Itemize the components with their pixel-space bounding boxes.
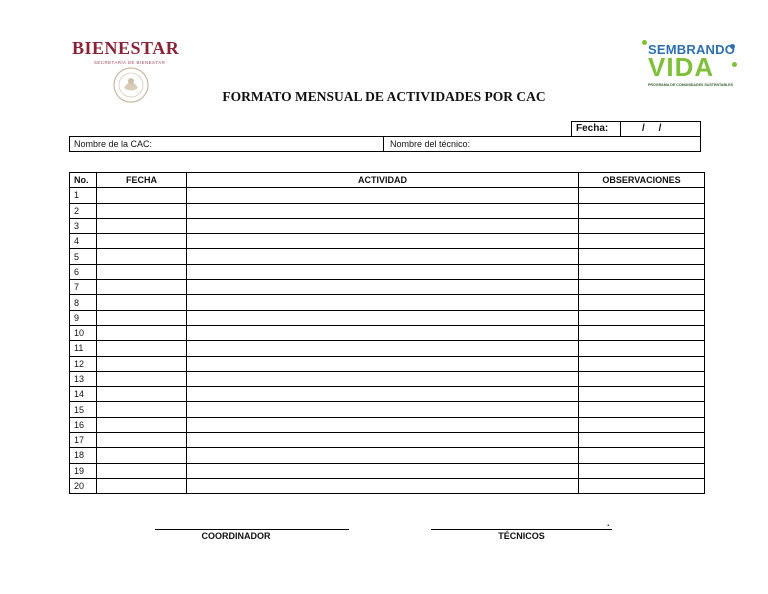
- row-number: 19: [70, 463, 97, 478]
- table-row: [70, 264, 705, 279]
- observaciones-cell[interactable]: [579, 463, 705, 478]
- actividad-cell[interactable]: [187, 341, 579, 356]
- actividad-cell[interactable]: [187, 310, 579, 325]
- leaf-icon: [732, 62, 737, 67]
- actividad-cell[interactable]: [187, 264, 579, 279]
- header-actividad: ACTIVIDAD: [187, 173, 579, 188]
- fecha-cell[interactable]: [97, 356, 187, 371]
- table-row: [70, 478, 705, 493]
- vida-word: VIDA: [648, 52, 715, 82]
- observaciones-cell[interactable]: [579, 325, 705, 340]
- observaciones-cell[interactable]: [579, 433, 705, 448]
- fecha-cell[interactable]: [97, 433, 187, 448]
- row-number: 5: [70, 249, 97, 264]
- observaciones-cell[interactable]: [579, 218, 705, 233]
- row-number: 3: [70, 218, 97, 233]
- fecha-cell[interactable]: [97, 448, 187, 463]
- table-row: [70, 249, 705, 264]
- fecha-label: Fecha:: [576, 123, 609, 134]
- fecha-cell[interactable]: [97, 325, 187, 340]
- bienestar-logo-word: BIENESTAR: [72, 38, 180, 58]
- fecha-cell[interactable]: [97, 234, 187, 249]
- header-fecha: FECHA: [97, 173, 187, 188]
- sembrando-vida-logo: [640, 38, 740, 90]
- header-no: No.: [70, 173, 97, 188]
- actividad-cell[interactable]: [187, 356, 579, 371]
- fecha-cell[interactable]: [97, 295, 187, 310]
- fecha-cell[interactable]: [97, 417, 187, 432]
- actividad-cell[interactable]: [187, 203, 579, 218]
- observaciones-cell[interactable]: [579, 448, 705, 463]
- coordinador-signature-line: [155, 529, 349, 530]
- row-number: 1: [70, 188, 97, 203]
- observaciones-cell[interactable]: [579, 310, 705, 325]
- observaciones-cell[interactable]: [579, 371, 705, 386]
- actividad-cell[interactable]: [187, 387, 579, 402]
- fecha-field[interactable]: [571, 121, 701, 137]
- observaciones-cell[interactable]: [579, 234, 705, 249]
- row-number: 8: [70, 295, 97, 310]
- tecnico-name-label: Nombre del técnico:: [390, 139, 471, 149]
- observaciones-cell[interactable]: [579, 478, 705, 493]
- actividad-cell[interactable]: [187, 280, 579, 295]
- row-number: 2: [70, 203, 97, 218]
- row-number: 6: [70, 264, 97, 279]
- row-number: 9: [70, 310, 97, 325]
- actividad-cell[interactable]: [187, 402, 579, 417]
- row-number: 4: [70, 234, 97, 249]
- table-row: [70, 295, 705, 310]
- actividad-cell[interactable]: [187, 188, 579, 203]
- table-row: [70, 218, 705, 233]
- actividad-cell[interactable]: [187, 295, 579, 310]
- table-header-row: [70, 173, 705, 188]
- table-row: [70, 341, 705, 356]
- program-tagline: PROGRAMA DE COMUNIDADES SUSTENTABLES: [648, 83, 734, 87]
- fecha-value: / /: [642, 123, 662, 134]
- observaciones-cell[interactable]: [579, 203, 705, 218]
- coordinador-label: COORDINADOR: [201, 531, 271, 541]
- header-observaciones: OBSERVACIONES: [579, 173, 705, 188]
- table-row: [70, 371, 705, 386]
- actividad-cell[interactable]: [187, 249, 579, 264]
- fecha-cell[interactable]: [97, 402, 187, 417]
- table-row: [70, 402, 705, 417]
- row-number: 7: [70, 280, 97, 295]
- table-row: [70, 280, 705, 295]
- fecha-cell[interactable]: [97, 249, 187, 264]
- row-number: 18: [70, 448, 97, 463]
- sembrando-word: SEMBRANDO: [648, 42, 736, 57]
- actividad-cell[interactable]: [187, 325, 579, 340]
- tecnicos-line-mark: .: [607, 518, 610, 528]
- observaciones-cell[interactable]: [579, 356, 705, 371]
- observaciones-cell[interactable]: [579, 402, 705, 417]
- cac-name-label: Nombre de la CAC:: [74, 139, 153, 149]
- observaciones-cell[interactable]: [579, 295, 705, 310]
- actividad-cell[interactable]: [187, 234, 579, 249]
- fecha-divider: [620, 122, 621, 136]
- table-row: [70, 203, 705, 218]
- actividad-cell[interactable]: [187, 371, 579, 386]
- table-row: [70, 433, 705, 448]
- row-number: 16: [70, 417, 97, 432]
- leaf-icon: [642, 40, 647, 45]
- fecha-cell[interactable]: [97, 463, 187, 478]
- fecha-cell[interactable]: [97, 478, 187, 493]
- observaciones-cell[interactable]: [579, 341, 705, 356]
- table-row: [70, 448, 705, 463]
- names-divider: [383, 137, 384, 151]
- row-number: 14: [70, 387, 97, 402]
- observaciones-cell[interactable]: [579, 264, 705, 279]
- fecha-cell[interactable]: [97, 218, 187, 233]
- row-number: 11: [70, 341, 97, 356]
- table-row: [70, 463, 705, 478]
- observaciones-cell[interactable]: [579, 387, 705, 402]
- table-row: [70, 387, 705, 402]
- bienestar-logo-subtitle: SECRETARÍA DE BIENESTAR: [94, 60, 166, 65]
- fecha-cell[interactable]: [97, 341, 187, 356]
- row-number: 20: [70, 478, 97, 493]
- row-number: 13: [70, 371, 97, 386]
- table-row: [70, 356, 705, 371]
- fecha-cell[interactable]: [97, 264, 187, 279]
- actividad-cell[interactable]: [187, 478, 579, 493]
- fecha-cell[interactable]: [97, 203, 187, 218]
- observaciones-cell[interactable]: [579, 188, 705, 203]
- fecha-cell[interactable]: [97, 387, 187, 402]
- fecha-cell[interactable]: [97, 310, 187, 325]
- observaciones-cell[interactable]: [579, 280, 705, 295]
- actividad-cell[interactable]: [187, 218, 579, 233]
- tecnicos-label: TÉCNICOS: [498, 531, 545, 541]
- table-row: [70, 325, 705, 340]
- table-row: [70, 310, 705, 325]
- names-row: [69, 136, 701, 152]
- fecha-cell[interactable]: [97, 188, 187, 203]
- row-number: 12: [70, 356, 97, 371]
- table-row: [70, 188, 705, 203]
- page-title: FORMATO MENSUAL DE ACTIVIDADES POR CAC: [222, 89, 546, 104]
- observaciones-cell[interactable]: [579, 249, 705, 264]
- fecha-cell[interactable]: [97, 280, 187, 295]
- actividad-cell[interactable]: [187, 433, 579, 448]
- row-number: 15: [70, 402, 97, 417]
- row-number: 17: [70, 433, 97, 448]
- row-number: 10: [70, 325, 97, 340]
- activities-table: [69, 172, 705, 494]
- table-row: [70, 234, 705, 249]
- actividad-cell[interactable]: [187, 448, 579, 463]
- fecha-cell[interactable]: [97, 371, 187, 386]
- actividad-cell[interactable]: [187, 463, 579, 478]
- tecnicos-signature-line: [431, 529, 612, 530]
- table-row: [70, 417, 705, 432]
- observaciones-cell[interactable]: [579, 417, 705, 432]
- actividad-cell[interactable]: [187, 417, 579, 432]
